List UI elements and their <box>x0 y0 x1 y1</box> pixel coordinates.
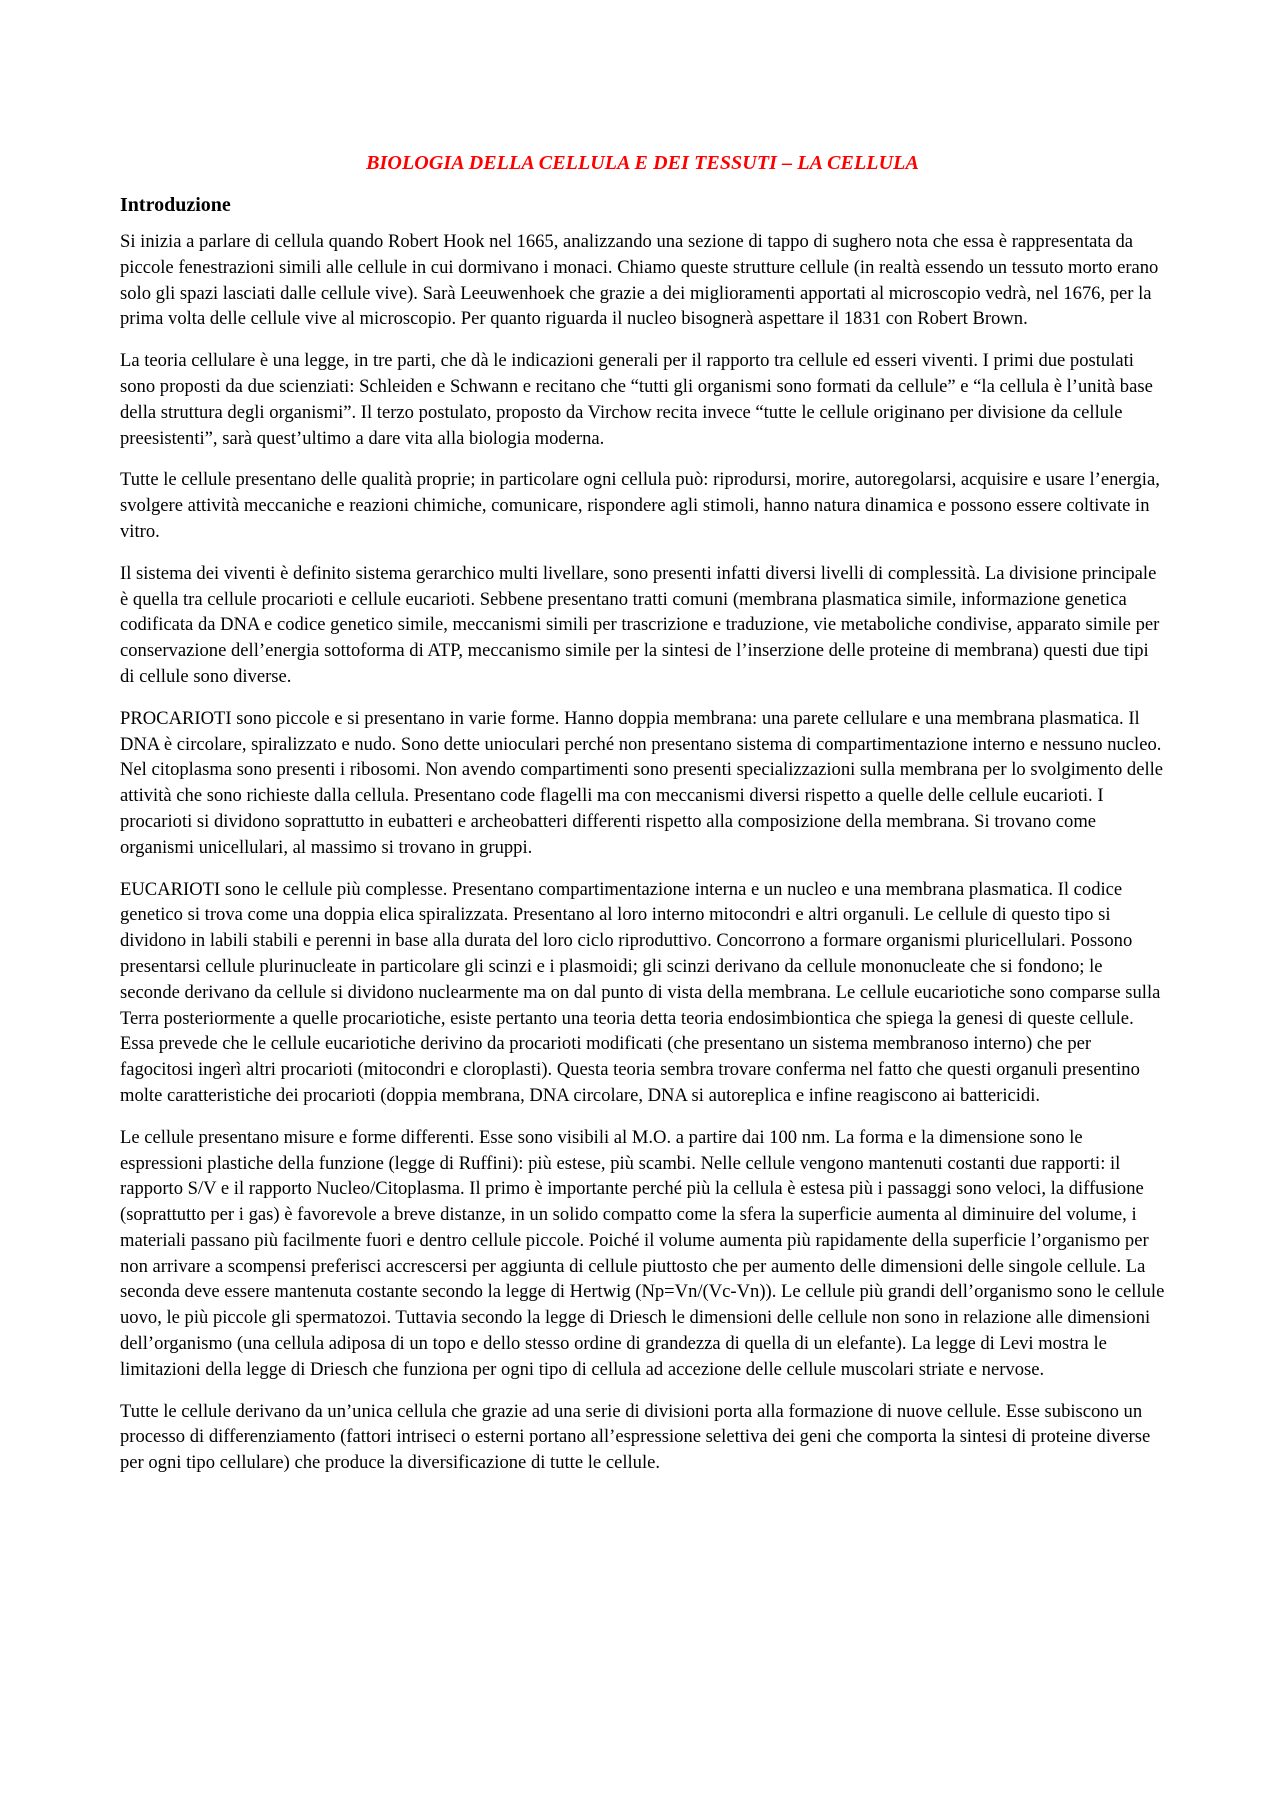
paragraph-prokaryotes: PROCARIOTI sono piccole e si presentano in varie forme. Hanno doppia membrana: una parete cellulare e una membrana plasmatica. Il DNA è circolare, spiralizzato e nudo. Sono dette unioculari perché non presentano sistema di compartimentazione interno e nessuno nucleo. Nel citoplasma sono presenti i ribosomi. Non avendo compartimenti sono presenti specializzazioni sulla membrana per lo svolgimento delle attività che sono richieste dalla cellula. Presentano code flagelli ma con meccanismi diversi rispetto a quelle delle cellule eucarioti. I procarioti si dividono soprattutto in eubatteri e archeobatteri differenti rispetto alla composizione della membrana. Si trovano come organismi unicellulari, al massimo si trovano in gruppi. <box>120 707 1164 858</box>
section-heading-introduzione: Introduzione <box>120 194 231 216</box>
paragraph-cell-qualities: Tutte le cellule presentano delle qualità proprie; in particolare ogni cellula può: riprodursi, morire, autoregolarsi, acquisire e usare l’energia, svolgere attività meccaniche e reazioni chimiche, comunicare, rispondere agli stimoli, hanno natura dinamica e possono essere coltivate in vitro. <box>120 469 1160 542</box>
document-title: BIOLOGIA DELLA CELLULA E DEI TESSUTI – LA CELLULA <box>366 152 919 174</box>
paragraph-living-systems: Il sistema dei viventi è definito sistema gerarchico multi livellare, sono presenti infatti diversi livelli di complessità. La divisione principale è quella tra cellule procarioti e cellule eucarioti. Sebbene presentano tratti comuni (membrana plasmatica simile, informazione genetica codificata da DNA e codice genetico simile, meccanismi simili per trascrizione e traduzione, vie metaboliche condivise, apparato simile per conservazione dell’energia sottoforma di ATP, meccanismo simile per la sintesi de l’inserzione delle proteine di membrana) questi due tipi di cellule sono diverse. <box>120 562 1160 687</box>
paragraph-eukaryotes: EUCARIOTI sono le cellule più complesse. Presentano compartimentazione interna e un nucleo e una membrana plasmatica. Il codice genetico si trova come una doppia elica spiralizzata. Presentano al loro interno mitocondri e altri organuli. Le cellule di questo tipo si dividono in labili stabili e perenni in base alla durata del loro ciclo riproduttivo. Concorrono a formare organismi pluricellulari. Possono presentarsi cellule plurinucleate in particolare gli scinzi e i plasmoidi; gli scinzi derivano da cellule mononucleate che si fondono; le seconde derivano da cellule si dividono nuclearmente ma on dal punto di vista della membrana. Le cellule eucariotiche sono comparse sulla Terra posteriormente a quelle procariotiche, esiste pertanto una teoria detta teoria endosimbiontica che spiega la genesi di queste cellule. Essa prevede che le cellule eucariotiche derivino da procarioti modificati (che presentano un sistema membranoso interno) che per fagocitosi ingerì altri procarioti (mitocondri e cloroplasti). Questa teoria sembra trovare conferma nel fatto che questi organuli presentino molte caratteristiche dei procarioti (doppia membrana, DNA circolare, DNA si autoreplica e infine reagiscono ai battericidi. <box>120 878 1161 1106</box>
paragraph-cell-history: Si inizia a parlare di cellula quando Robert Hook nel 1665, analizzando una sezione di tappo di sughero nota che essa è rappresentata da piccole fenestrazioni simili alle cellule in cui dormivano i monaci. Chiamo queste strutture cellule (in realtà essendo un tessuto morto erano solo gli spazi lasciati dalle cellule vive). Sarà Leeuwenhoek che grazie a dei miglioramenti apportati al microscopio vedrà, nel 1676, per la prima volta delle cellule vive al microscopio. Per quanto riguarda il nucleo bisognerà aspettare il 1831 con Robert Brown. <box>120 231 1159 330</box>
paragraph-cell-size-shape: Le cellule presentano misure e forme differenti. Esse sono visibili al M.O. a partire dai 100 nm. La forma e la dimensione sono le espressioni plastiche della funzione (legge di Ruffini): più estese, più scambi. Nelle cellule vengono mantenuti costanti due rapporti: il rapporto S/V e il rapporto Nucleo/Citoplasma. Il primo è importante perché più la cellula è estesa più i passaggi sono veloci, la diffusione (soprattutto per i gas) è favorevole a breve distanze, in un solido compatto come la sfera la superficie aumenta al diminuire del volume, i materiali passano più facilmente fuori e dentro cellule piccole. Poiché il volume aumenta più rapidamente della superficie l’organismo per non arrivare a scompensi preferisci accrescersi per aggiunta di cellule piuttosto che per aumento delle dimensioni delle singole cellule. La seconda deve essere mantenuta costante secondo la legge di Hertwig (Np=Vn/(Vc-Vn)). Le cellule più grandi dell’organismo sono le cellule uovo, le più piccole gli spermatozoi. Tuttavia secondo la legge di Driesch le dimensioni delle cellule non sono in relazione alle dimensioni dell’organismo (una cellula adiposa di un topo e dello stesso ordine di grandezza di quella di un elefante). La legge di Levi mostra le limitazioni della legge di Driesch che funziona per ogni tipo di cellula ad accezione delle cellule muscolari striate e nervose. <box>120 1126 1165 1380</box>
document-page <box>120 148 1165 1492</box>
paragraph-differentiation: Tutte le cellule derivano da un’unica cellula che grazie ad una serie di divisioni porta alla formazione di nuove cellule. Esse subiscono un processo di differenziamento (fattori intriseci o esterni portano all’espressione selettiva dei geni che comporta la sintesi di proteine diverse per ogni tipo cellulare) che produce la diversificazione di tutte le cellule. <box>120 1400 1151 1474</box>
paragraph-cell-theory: La teoria cellulare è una legge, in tre parti, che dà le indicazioni generali per il rapporto tra cellule ed esseri viventi. I primi due postulati sono proposti da due scienziati: Schleiden e Schwann e recitano che “tutti gli organismi sono formati da cellule” e “la cellula è l’unità base della struttura degli organismi”. Il terzo postulato, proposto da Virchow recita invece “tutte le cellule originano per divisione da cellule preesistenti”, sarà quest’ultimo a dare vita alla biologia moderna. <box>120 350 1153 449</box>
